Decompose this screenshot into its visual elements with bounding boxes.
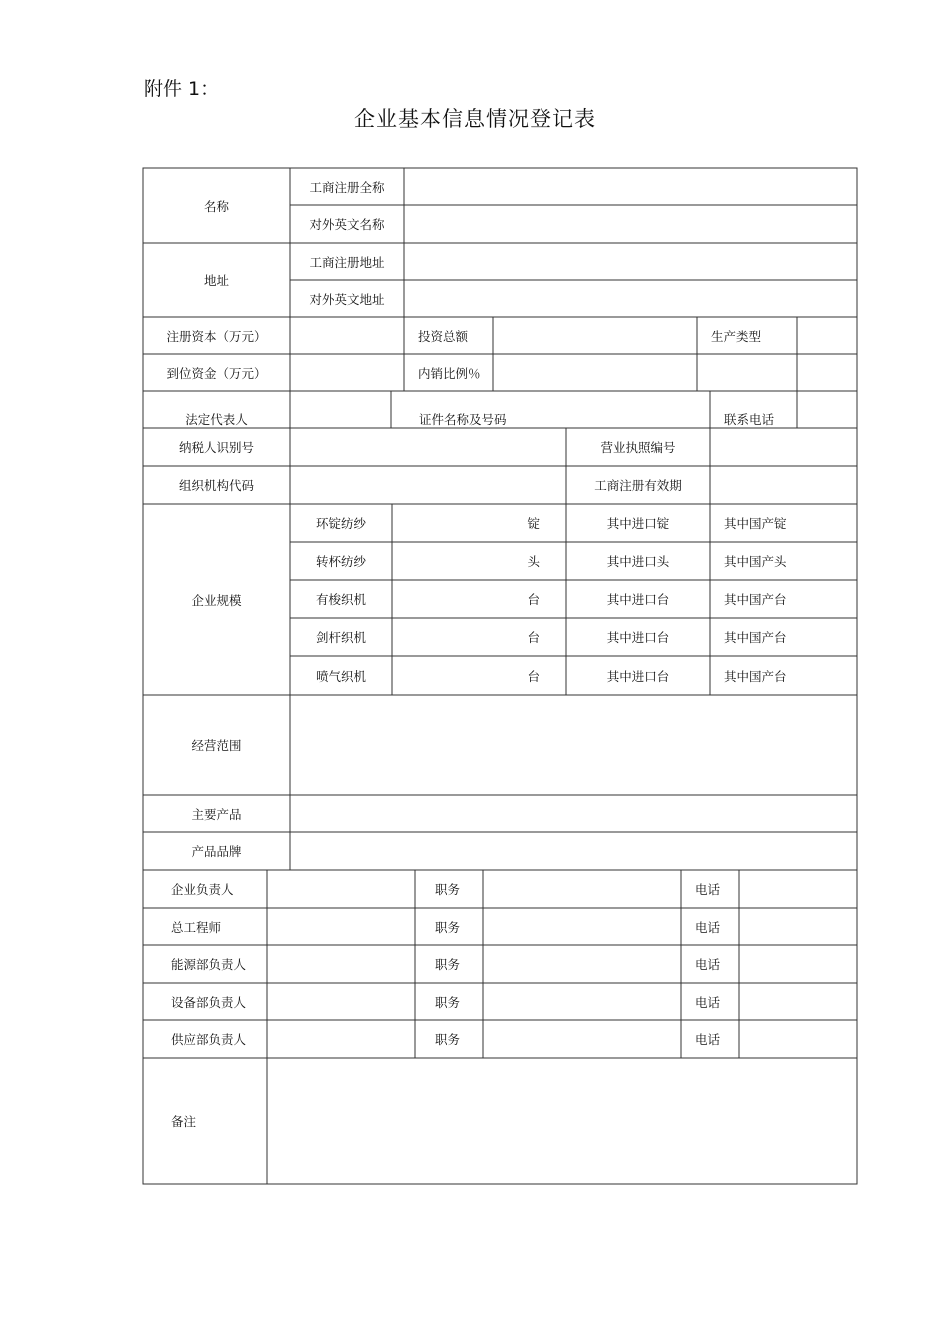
scale-imported[interactable]: 其中进口台: [606, 630, 670, 645]
personnel-position-field[interactable]: [483, 908, 681, 945]
personnel-name-field[interactable]: [267, 945, 415, 983]
personnel-position-label: 职务: [435, 882, 461, 897]
scale-imported[interactable]: 其中进口台: [606, 668, 670, 684]
personnel-role: 能源部负责人: [171, 957, 247, 972]
personnel-role: 总工程师: [171, 919, 222, 935]
label-addr-en: 对外英文地址: [309, 291, 385, 307]
personnel-position-label: 职务: [435, 1032, 461, 1047]
personnel-phone-field[interactable]: [739, 1020, 857, 1058]
label-remarks: 备注: [171, 1114, 197, 1129]
form-title: 企业基本信息情况登记表: [354, 107, 596, 131]
id-doc-field[interactable]: [541, 391, 710, 428]
brand-field[interactable]: [290, 832, 857, 870]
attachment-label: 附件 1：: [144, 78, 220, 100]
business-scope-field[interactable]: [290, 695, 857, 795]
scale-machine: 转杯纺纱: [315, 554, 366, 569]
main-products-field[interactable]: [290, 795, 857, 832]
label-total-invest: 投资总额: [418, 328, 469, 344]
reg-validity-field[interactable]: [710, 466, 857, 504]
personnel-role: 供应部负责人: [171, 1032, 247, 1047]
label-brand: 产品品牌: [191, 844, 242, 859]
personnel-phone-label: 电话: [695, 919, 721, 935]
personnel-position-field[interactable]: [483, 983, 681, 1020]
remarks-field[interactable]: [267, 1058, 857, 1184]
personnel-phone-label: 电话: [695, 1032, 721, 1047]
scale-domestic[interactable]: 其中国产台: [724, 668, 787, 684]
scale-machine: 有梭织机: [315, 592, 366, 607]
scale-imported[interactable]: 其中进口锭: [606, 516, 670, 531]
name-reg-full-field[interactable]: [404, 168, 857, 205]
scale-unit[interactable]: 锭: [527, 516, 540, 531]
label-name-reg-full: 工商注册全称: [309, 179, 385, 195]
personnel-phone-label: 电话: [695, 957, 721, 972]
prod-type-extra-field-2[interactable]: [797, 354, 857, 391]
taxpayer-id-field[interactable]: [290, 428, 566, 466]
personnel-role: 设备部负责人: [171, 994, 247, 1010]
scale-unit[interactable]: 头: [527, 554, 540, 569]
personnel-position-label: 职务: [435, 957, 461, 972]
label-address: 地址: [203, 273, 229, 288]
name-en-field[interactable]: [404, 205, 857, 243]
scale-unit[interactable]: 台: [527, 592, 540, 607]
personnel-position-label: 职务: [435, 919, 461, 935]
domestic-ratio-field[interactable]: [493, 354, 697, 391]
addr-reg-field[interactable]: [404, 243, 857, 280]
scale-domestic[interactable]: 其中国产锭: [724, 516, 787, 531]
license-no-field[interactable]: [710, 428, 857, 466]
label-main-products: 主要产品: [191, 806, 242, 822]
scale-machine: 喷气织机: [315, 668, 366, 684]
personnel-phone-field[interactable]: [739, 945, 857, 983]
label-id-doc: 证件名称及号码: [419, 412, 507, 427]
personnel-phone-label: 电话: [695, 882, 721, 897]
scale-imported[interactable]: 其中进口台: [606, 592, 670, 607]
label-reg-capital: 注册资本（万元）: [166, 328, 267, 344]
scale-unit[interactable]: 台: [527, 630, 540, 645]
scale-domestic[interactable]: 其中国产台: [724, 592, 787, 607]
scale-machine: 剑杆织机: [315, 630, 366, 645]
contact-phone-field[interactable]: [797, 391, 857, 428]
personnel-name-field[interactable]: [267, 870, 415, 908]
label-addr-reg: 工商注册地址: [309, 254, 385, 270]
label-name: 名称: [203, 198, 229, 214]
scale-unit[interactable]: 台: [527, 668, 540, 684]
personnel-position-field[interactable]: [483, 870, 681, 908]
personnel-phone-label: 电话: [695, 994, 721, 1010]
personnel-name-field[interactable]: [267, 1020, 415, 1058]
label-reg-validity: 工商注册有效期: [594, 478, 682, 493]
addr-en-field[interactable]: [404, 280, 857, 317]
label-legal-rep: 法定代表人: [185, 412, 248, 427]
personnel-phone-field[interactable]: [739, 983, 857, 1020]
scale-imported[interactable]: 其中进口头: [606, 554, 670, 569]
label-business-scope: 经营范围: [191, 738, 242, 753]
scale-domestic[interactable]: 其中国产头: [724, 554, 787, 569]
label-taxpayer-id: 纳税人识别号: [178, 440, 254, 455]
label-license-no: 营业执照编号: [600, 440, 676, 455]
label-domestic-ratio: 内销比例％: [418, 365, 481, 381]
paid-capital-field[interactable]: [290, 354, 404, 391]
label-prod-type: 生产类型: [711, 328, 762, 344]
legal-rep-field[interactable]: [290, 391, 391, 428]
personnel-phone-field[interactable]: [739, 908, 857, 945]
scale-domestic[interactable]: 其中国产台: [724, 630, 787, 645]
total-invest-field[interactable]: [493, 317, 697, 354]
label-org-code: 组织机构代码: [178, 478, 254, 493]
label-contact-phone: 联系电话: [724, 412, 775, 427]
personnel-role: 企业负责人: [171, 882, 234, 897]
personnel-position-label: 职务: [435, 994, 461, 1010]
scale-machine: 环锭纺纱: [315, 516, 366, 531]
personnel-position-field[interactable]: [483, 1020, 681, 1058]
label-scale: 企业规模: [191, 592, 242, 608]
personnel-name-field[interactable]: [267, 908, 415, 945]
personnel-phone-field[interactable]: [739, 870, 857, 908]
personnel-position-field[interactable]: [483, 945, 681, 983]
prod-type-extra-field[interactable]: [697, 354, 797, 391]
prod-type-field[interactable]: [797, 317, 857, 354]
reg-capital-field[interactable]: [290, 317, 404, 354]
org-code-field[interactable]: [290, 466, 566, 504]
label-name-en: 对外英文名称: [309, 217, 385, 232]
personnel-name-field[interactable]: [267, 983, 415, 1020]
label-paid-capital: 到位资金（万元）: [166, 365, 267, 381]
